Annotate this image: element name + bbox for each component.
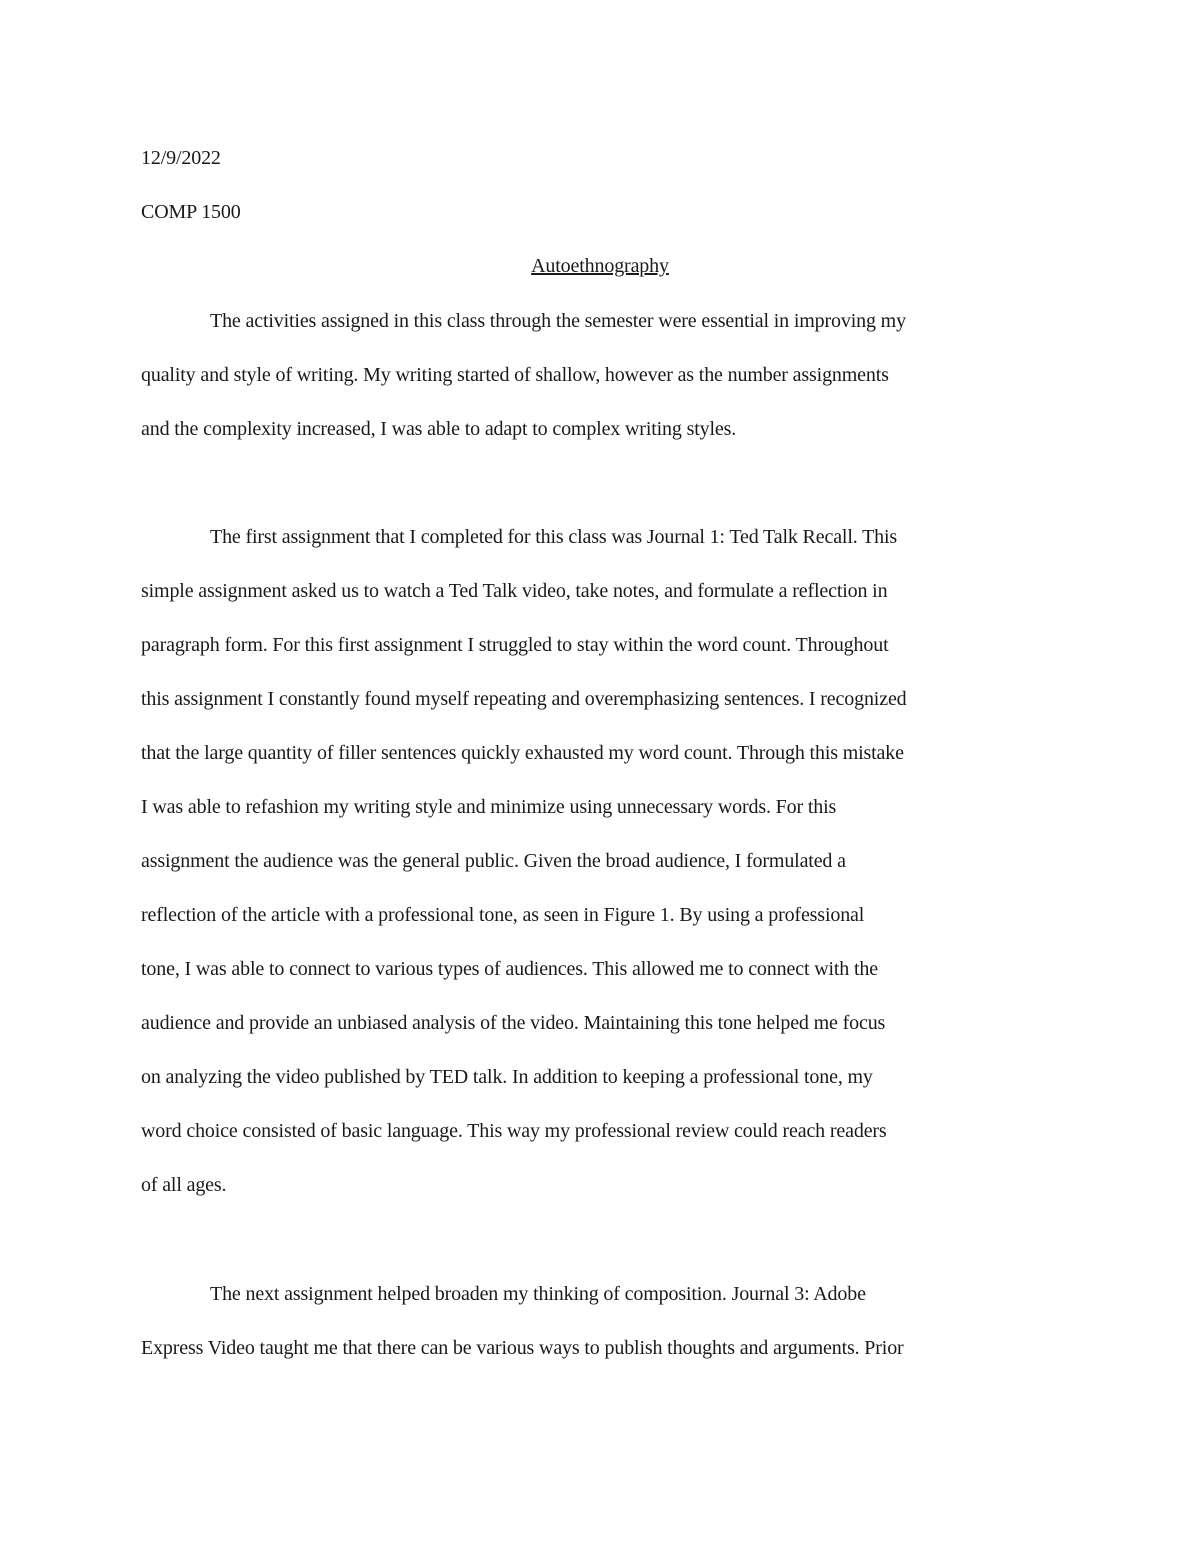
paragraph-line: on analyzing the video published by TED talk. In addition to keeping a professional tone, my (141, 1066, 873, 1088)
paragraph-line: word choice consisted of basic language. This way my professional review could reach readers (141, 1120, 887, 1142)
paragraph-line: of all ages. (141, 1174, 227, 1196)
paragraph-line: paragraph form. For this first assignment I struggled to stay within the word count. Throughout (141, 634, 889, 656)
paragraph-line: audience and provide an unbiased analysis of the video. Maintaining this tone helped me focus (141, 1012, 886, 1034)
paragraph-line: and the complexity increased, I was able to adapt to complex writing styles. (141, 418, 737, 440)
paragraph-line: assignment the audience was the general public. Given the broad audience, I formulated a (141, 850, 846, 872)
paragraph-line: Express Video taught me that there can be various ways to publish thoughts and arguments. Prior (141, 1337, 904, 1359)
document-date: 12/9/2022 (141, 147, 221, 169)
paragraph-line: The first assignment that I completed for this class was Journal 1: Ted Talk Recall. This (210, 526, 898, 548)
paragraph-line: quality and style of writing. My writing started of shallow, however as the number assignments (141, 364, 889, 386)
paragraph-line: simple assignment asked us to watch a Ted Talk video, take notes, and formulate a reflection in (141, 580, 888, 602)
paragraph-line: The activities assigned in this class through the semester were essential in improving my (210, 310, 906, 332)
course-code: COMP 1500 (141, 201, 241, 223)
document-title: Autoethnography (531, 255, 669, 277)
paragraph-line: that the large quantity of filler sentences quickly exhausted my word count. Through this mistake (141, 742, 904, 764)
paragraph-line: this assignment I constantly found myself repeating and overemphasizing sentences. I recognized (141, 688, 907, 710)
paragraph-line: The next assignment helped broaden my thinking of composition. Journal 3: Adobe (210, 1283, 866, 1305)
paragraph-line: reflection of the article with a professional tone, as seen in Figure 1. By using a professional (141, 904, 865, 926)
paragraph-line: tone, I was able to connect to various types of audiences. This allowed me to connect with the (141, 958, 878, 980)
paragraph-line: I was able to refashion my writing style and minimize using unnecessary words. For this (141, 796, 837, 818)
